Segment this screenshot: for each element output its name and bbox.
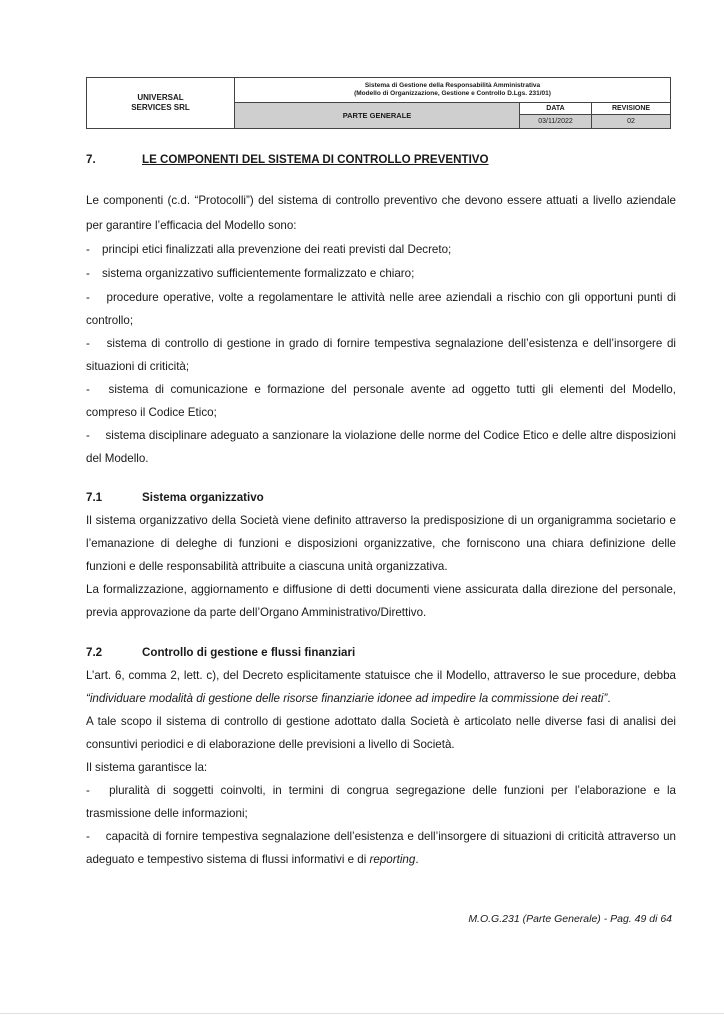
section-7-bullet3-line1: - procedure operative, volte a regolamentare le attività nelle aree aziendali a rischio con gli opportuni punti di <box>86 291 676 304</box>
section-7-1-line5: previa approvazione da parte dell’Organo Amministrativo/Direttivo. <box>86 606 427 619</box>
section-7-1-line4: La formalizzazione, aggiornamento e diffusione di detti documenti viene assicurata dalla direzione del personale, <box>86 583 676 596</box>
section-7-intro-line1: Le componenti (c.d. “Protocolli”) del sistema di controllo preventivo che devono essere attuati a livello aziendale <box>86 194 676 207</box>
section-7-bullet2: - sistema organizzativo sufficientemente formalizzato e chiaro; <box>86 267 415 280</box>
company-name-line2: SERVICES SRL <box>131 103 190 112</box>
section-7-bullet1: - principi etici finalizzati alla prevenzione dei reati previsti dal Decreto; <box>86 243 452 256</box>
section-7-2-bullet2-line1: - capacità di fornire tempestiva segnalazione dell’esistenza e dell’insorgere di situazioni di criticità attraverso un <box>86 830 676 843</box>
section-7-2-line1: L’art. 6, comma 2, lett. c), del Decreto esplicitamente statuisce che il Modello, attraverso le sue procedure, debba <box>86 669 676 682</box>
section-7-bullet6-line2: del Modello. <box>86 452 149 465</box>
date-value: 03/11/2022 <box>520 115 591 128</box>
date-column <box>520 103 592 128</box>
section-7-heading <box>86 153 676 167</box>
section-7-1-line2: l’emanazione di deleghe di funzioni e disposizioni organizzative, che forniscono una chiara definizione delle <box>86 537 676 550</box>
document-header-table <box>86 77 671 129</box>
section-7-2-bullet1-line1: - pluralità di soggetti coinvolti, in termini di congrua segregazione delle funzioni per l’elaborazione e la <box>86 784 676 797</box>
section-7-bullet5-line2: compreso il Codice Etico; <box>86 406 217 419</box>
company-name-cell <box>87 78 235 128</box>
revision-value: 02 <box>592 115 670 128</box>
section-7-bullet5-line1: - sistema di comunicazione e formazione del personale avente ad oggetto tutti gli elementi del Modello, <box>86 383 676 396</box>
system-title-cell <box>235 78 670 103</box>
section-7-1-title: Sistema organizzativo <box>142 491 264 504</box>
section-7-2-title: Controllo di gestione e flussi finanziari <box>142 646 356 659</box>
part-label: PARTE GENERALE <box>235 103 520 128</box>
header-main-cell <box>235 78 670 128</box>
section-7-1-heading <box>86 491 676 505</box>
date-label: DATA <box>520 103 591 115</box>
page-bottom-divider <box>0 1013 724 1014</box>
section-7-title: LE COMPONENTI DEL SISTEMA DI CONTROLLO PREVENTIVO <box>142 153 489 166</box>
system-title-line1: Sistema di Gestione della Responsabilità Amministrativa <box>364 82 541 89</box>
revision-column <box>592 103 670 128</box>
section-7-2-quote-line: “individuare modalità di gestione delle risorse finanziarie idonee ad impedire la commissione dei reati”. <box>86 692 611 705</box>
company-name-line1: UNIVERSAL <box>137 93 184 102</box>
section-7-2-bullet1-line2: trasmissione delle informazioni; <box>86 807 248 820</box>
section-7-1-number: 7.1 <box>86 491 103 504</box>
section-7-1-line1: Il sistema organizzativo della Società viene definito attraverso la predisposizione di un organigramma societario e <box>86 514 676 527</box>
section-7-2-quote: “individuare modalità di gestione delle risorse finanziarie idonee ad impedire la commissione dei reati” <box>86 692 608 705</box>
header-bottom-row <box>235 103 670 128</box>
section-7-2-line3: A tale scopo il sistema di controllo di gestione adottato dalla Società è articolato nelle diverse fasi di analisi dei <box>86 715 676 728</box>
revision-label: REVISIONE <box>592 103 670 115</box>
section-7-2-bullet2-line2: adeguato e tempestivo sistema di flussi informativi e di reporting. <box>86 853 419 866</box>
section-7-bullet3-line2: controllo; <box>86 314 134 327</box>
section-7-intro-line2: per garantire l’efficacia del Modello sono: <box>86 219 297 232</box>
section-7-2-number: 7.2 <box>86 646 103 659</box>
system-title-line2: (Modello di Organizzazione, Gestione e Controllo D.Lgs. 231/01) <box>354 90 551 97</box>
section-7-1-line3: funzioni e delle responsabilità attribuite a ciascuna unità organizzativa. <box>86 560 448 573</box>
section-7-2-heading <box>86 646 676 660</box>
section-7-number: 7. <box>86 153 96 166</box>
page-footer: M.O.G.231 (Parte Generale) - Pag. 49 di 64 <box>468 913 672 925</box>
section-7-2-line5: Il sistema garantisce la: <box>86 761 208 774</box>
section-7-bullet4-line2: situazioni di criticità; <box>86 360 190 373</box>
section-7-bullet6-line1: - sistema disciplinare adeguato a sanzionare la violazione delle norme del Codice Etico e delle altre disposizioni <box>86 429 676 442</box>
section-7-2-line4: consuntivi periodici e di elaborazione delle previsioni a livello di Società. <box>86 738 455 751</box>
section-7-bullet4-line1: - sistema di controllo di gestione in grado di fornire tempestiva segnalazione dell’esistenza e dell’insorgere di <box>86 337 676 350</box>
